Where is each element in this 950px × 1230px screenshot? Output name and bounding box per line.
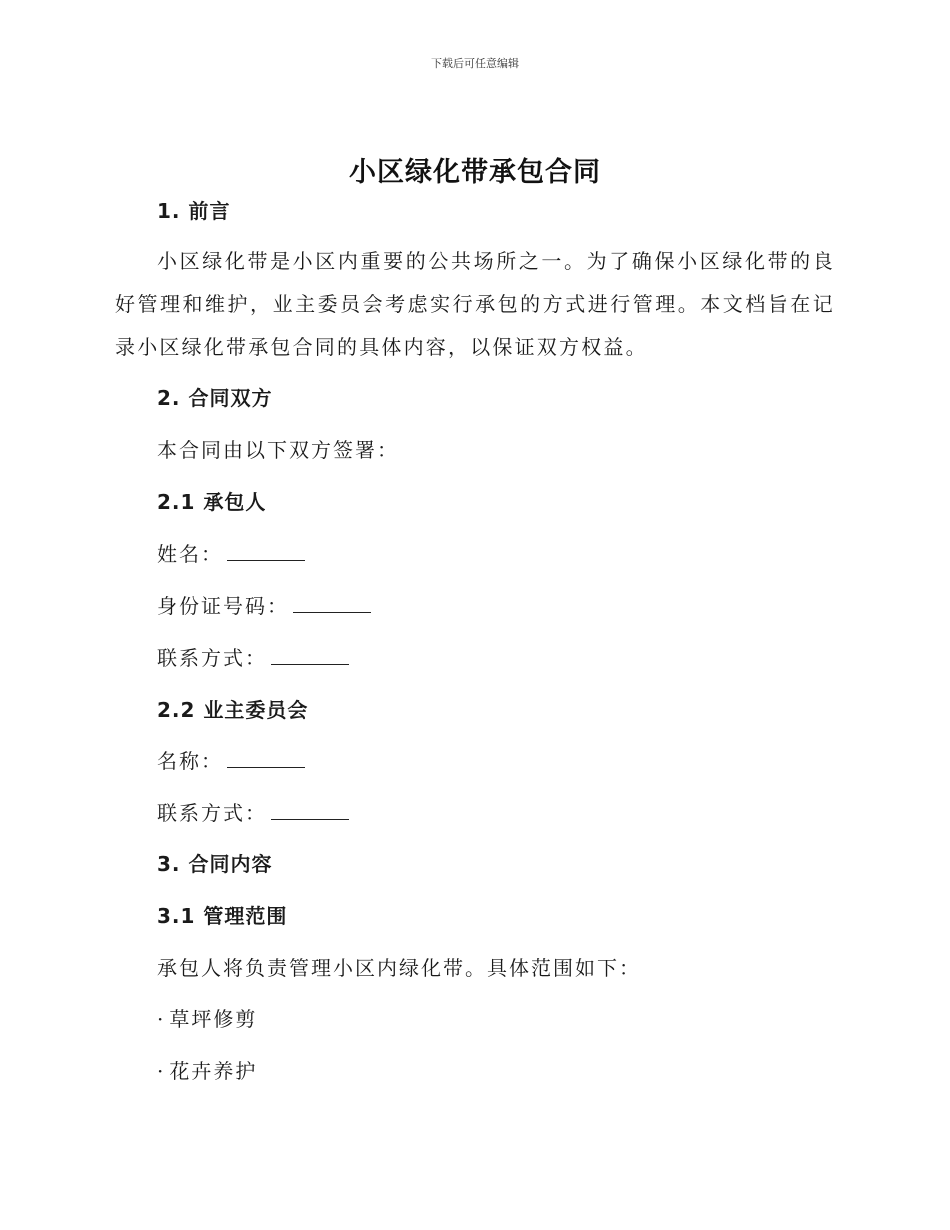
contractor-id-blank bbox=[293, 592, 371, 613]
committee-name-field bbox=[157, 747, 305, 775]
section-3-1-intro: 承包人将负责管理小区内绿化带。具体范围如下： bbox=[157, 956, 641, 980]
contractor-name-label: 姓名： bbox=[157, 542, 223, 566]
contractor-contact-blank bbox=[271, 644, 349, 665]
committee-contact-label: 联系方式： bbox=[157, 801, 267, 825]
bullet-icon: · bbox=[157, 1007, 166, 1031]
section-2-2-heading: 2.2 业主委员会 bbox=[157, 698, 309, 722]
committee-contact-field bbox=[157, 799, 349, 827]
contractor-id-label: 身份证号码： bbox=[157, 594, 289, 618]
committee-contact-blank bbox=[271, 799, 349, 820]
section-2-1-heading: 2.1 承包人 bbox=[157, 490, 267, 514]
section-1-paragraph: 小区绿化带是小区内重要的公共场所之一。为了确保小区绿化带的良好管理和维护，业主委员会考虑实行承包的方式进行管理。本文档旨在记录小区绿化带承包合同的具体内容，以保证双方权益。 bbox=[115, 249, 835, 359]
section-3-1-heading: 3.1 管理范围 bbox=[157, 904, 288, 928]
section-3-heading: 3. 合同内容 bbox=[157, 852, 273, 876]
section-1-heading: 1. 前言 bbox=[157, 199, 231, 223]
list-item bbox=[157, 1005, 257, 1033]
list-item-label: 草坪修剪 bbox=[169, 1007, 258, 1031]
bullet-icon: · bbox=[157, 1059, 166, 1083]
list-item bbox=[157, 1057, 257, 1085]
contractor-contact-field bbox=[157, 644, 349, 672]
contractor-name-field bbox=[157, 540, 305, 568]
contractor-contact-label: 联系方式： bbox=[157, 646, 267, 670]
list-item-label: 花卉养护 bbox=[169, 1059, 258, 1083]
contractor-name-blank bbox=[227, 540, 305, 561]
header-note: 下载后可任意编辑 bbox=[431, 57, 519, 70]
document-title: 小区绿化带承包合同 bbox=[349, 157, 601, 188]
committee-name-label: 名称： bbox=[157, 749, 223, 773]
contractor-id-field bbox=[157, 592, 371, 620]
section-2-intro: 本合同由以下双方签署： bbox=[157, 438, 399, 462]
section-2-heading: 2. 合同双方 bbox=[157, 386, 273, 410]
committee-name-blank bbox=[227, 747, 305, 768]
